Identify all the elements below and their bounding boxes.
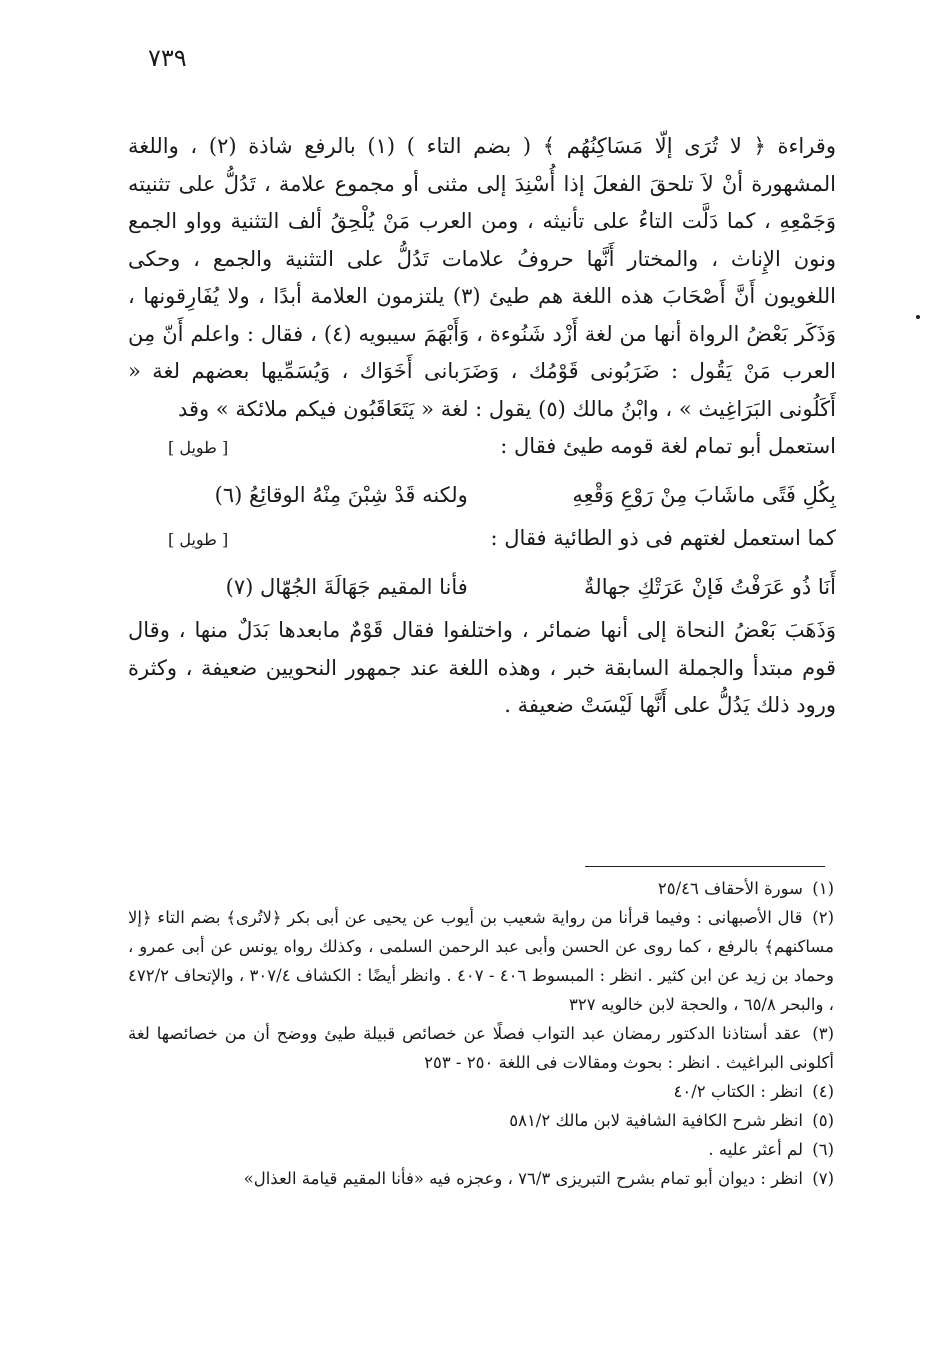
footnote-6 (128, 1135, 834, 1164)
verse-first-hemistich: بِكُلِ فَتًى ماشَابَ مِنْ رَوْعِ وَقْعِهِ (572, 482, 836, 507)
verse-2 (128, 559, 836, 613)
main-text (128, 128, 836, 725)
footnote-text: قال الأصبهانى : وفيما قرأنا من رواية شعيب بن أيوب عن يحيى عن أبى بكر ﴿لاتُرى﴾ بضم التاء ﴿إلا مساكنهم﴾ بالرفع ، كما روى عن الحسن وأبى عبد الرحمن السلمى ، وكذلك رواه يونس عن أبى عمرو ، وحماد بن زيد عن ابن كثير . انظر : المبسوط ٤٠٦ - ٤٠٧ . وانظر أيضًا : الكشاف ٣٠٧/٤ ، والإتحاف ٤٧٢/٢ ، والبحر ٦٥/٨ ، والحجة لابن خالويه ٣٢٧ (128, 908, 834, 1014)
verse-intro-text: كما استعمل لغتهم فى ذو الطائية فقال : (490, 526, 836, 550)
footnote-5 (128, 1106, 834, 1135)
footnote-number: (١) (812, 879, 834, 898)
footnote-text: عقد أستاذنا الدكتور رمضان عبد التواب فصلًا عن خصائص قبيلة طيئ ووضح أن من خصائصها لغة أكلونى البراغيث . انظر : بحوث ومقالات فى اللغة ٢٥٠ - ٢٥٣ (128, 1024, 834, 1072)
footnotes (128, 874, 834, 1193)
paragraph-2: وَذَهَبَ بَعْضُ النحاة إلى أنها ضمائر ، واختلفوا فقال قَوْمٌ مابعدها بَدَلٌ منها ، وقال قوم مبتدأ والجملة السابقة خبر ، وهذه اللغة عند جمهور النحويين ضعيفة ، وكثرة ورود ذلك يَدُلُّ على أَنَّها لَيْسَتْ ضعيفة . (128, 618, 836, 717)
verse-1 (128, 467, 836, 521)
verse-intro-1 (128, 428, 836, 467)
footnote-text: لم أعثر عليه . (708, 1140, 803, 1159)
footnote-text: انظر : الكتاب ٤٠/٢ (673, 1082, 803, 1101)
meter-label: [ طويل ] (168, 438, 229, 457)
paragraph-1: وقراءة ﴿ لا تُرَى إلّا مَسَاكِنُهُم ﴾ ( بضم التاء ) (١) بالرفع شاذة (٢) ، واللغة المشهورة أنْ لاَ تلحقَ الفعلَ إذا أُسْنِدَ إلى مثنى أو مجموع علامة ، تَدُلُّ على تثنيته وَجَمْعِهِ ، كما دَلَّت التاءُ على تأنيثه ، ومن العرب مَنْ يُلْحِقُ ألف التثنية وواو الجمع ونون الإِناث ، والمختار أَنَّها حروفُ علامات تَدُلُّ على التثنية والجمع ، وحكى اللغويون أَنَّ أَصْحَابَ هذه اللغة هم طيئ (٣) يلتزمون العلامة أبدًا ، ولا يُفَارِقونها ، وَذَكَر بَعْضُ الرواة أنها من لغة أَزْد شَنُوءة ، وَأَبْهَمَ سيبويه (٤) ، فقال : واعلم أَنّ مِن العرب مَنْ يَقُول : ضَرَبُونى قَوْمُك ، وَضَرَبانى أَخَوَاك ، وَيُسَمِّيها بعضهم لغة « أَكَلُونى البَرَاغِيث » ، وابْنُ مالك (٥) يقول : لغة « يَتَعَاقَبُون فيكم ملائكة » وقد (128, 134, 836, 421)
page-number: ٧٣٩ (148, 44, 187, 72)
verse-second-hemistich: ولكنه قَدْ شِبْنَ مِنْهُ الوقائِعُ (٦) (214, 482, 468, 507)
footnote-text: سورة الأحقاف ٢٥/٤٦ (657, 879, 803, 898)
footnote-4 (128, 1077, 834, 1106)
footnote-number: (٤) (812, 1082, 834, 1101)
footnote-number: (٧) (812, 1169, 834, 1188)
footnote-number: (٥) (812, 1111, 834, 1130)
margin-mark (916, 315, 920, 319)
footnote-number: (٦) (812, 1140, 834, 1159)
footnote-number: (٢) (812, 908, 834, 927)
verse-second-hemistich: فأنا المقيم جَهَالَةَ الجُهّال (٧) (225, 574, 468, 599)
footnote-2 (128, 903, 834, 1019)
footnote-7 (128, 1164, 834, 1193)
footnote-1 (128, 874, 834, 903)
footnote-text: انظر : ديوان أبو تمام بشرح التبريزى ٧٦/٣ ، وعجزه فيه «فأنا المقيم قيامة العذال» (243, 1169, 803, 1188)
footnote-divider (585, 866, 825, 867)
verse-intro-2 (128, 520, 836, 559)
meter-label: [ طويل ] (168, 530, 229, 549)
footnote-3 (128, 1019, 834, 1077)
verse-first-hemistich: أَنَا ذُو عَرَفْتُ فَإنْ عَرَتْكِ جهالةٌ (584, 574, 836, 599)
footnote-number: (٣) (812, 1024, 834, 1043)
footnote-text: انظر شرح الكافية الشافية لابن مالك ٥٨١/٢ (509, 1111, 803, 1130)
verse-intro-text: استعمل أبو تمام لغة قومه طيئ فقال : (500, 434, 836, 458)
